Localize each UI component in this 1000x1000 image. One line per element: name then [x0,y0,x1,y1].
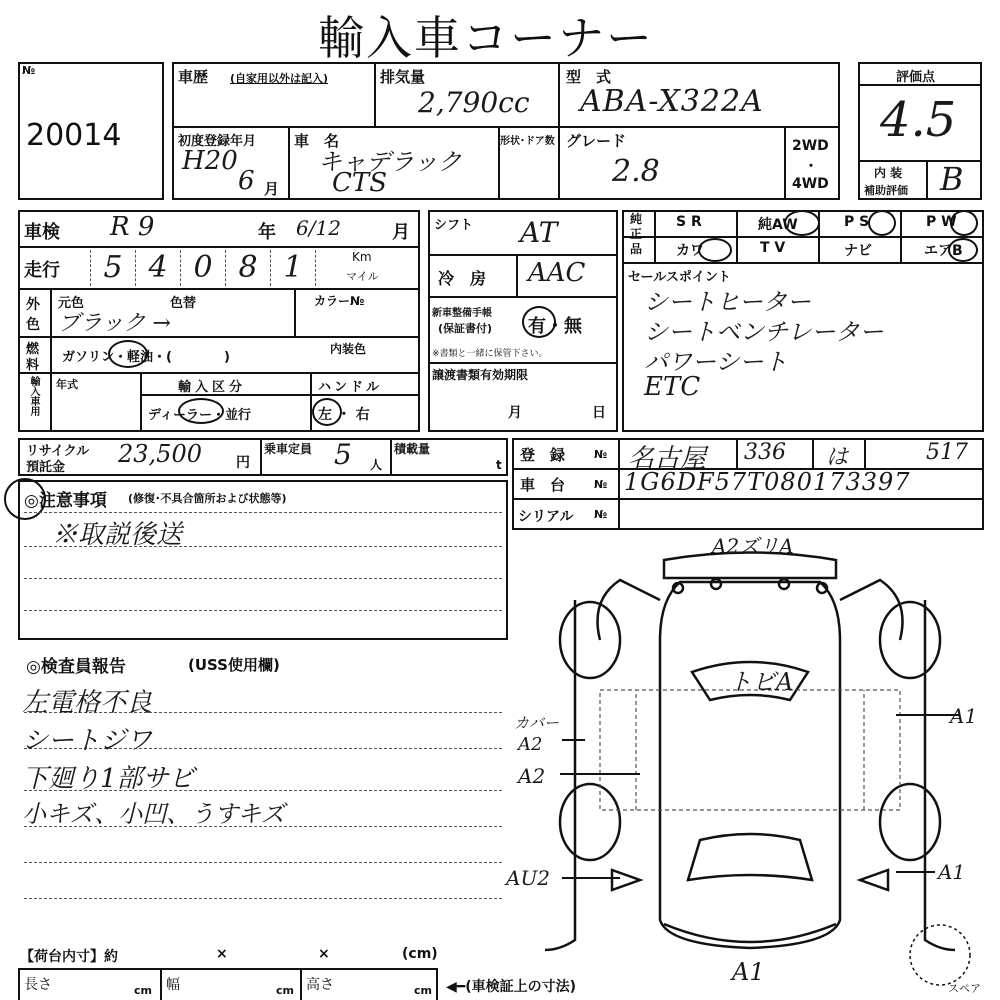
first-reg-year: H20 [182,146,238,176]
reg-label: 登 録 [520,446,566,464]
capacity-unit: 人 [370,458,383,472]
handle-options: 左 ・ 右 [318,407,370,423]
notes-line-1: ※取説後送 [52,520,183,550]
inspector-label: ◎検査員報告 [26,657,126,677]
sales-point-1: シートヒーター [644,288,812,316]
lot-label: № [22,64,36,77]
lot-number: 20014 [26,118,122,153]
interior-value: B [940,160,964,198]
interior-color-label: 内装色 [330,342,367,356]
cargo-label: 【荷台内寸】約 [20,949,118,965]
model-label: 型 式 [566,68,612,86]
chassis-label: 車 台 [520,476,566,494]
equip-ps: P S [844,214,870,230]
capacity-value: 5 [334,438,352,471]
sales-point-4: ETC [644,372,701,402]
cargo-box [18,968,438,1000]
first-reg-month-unit: 月 [264,180,280,198]
cargo-width-cm: cm [276,984,294,997]
maintenance-label1: 新車整備手帳 [432,308,492,319]
inspector-line-4: 小キズ、小凹、うすキズ [22,800,285,828]
sales-point-3: パワーシート [644,348,788,376]
cargo-length-label: 長さ [24,977,52,993]
maintenance-note: ※書類と一緒に保管下さい。 [432,349,548,359]
inspector-line-2: シートジワ [22,726,153,756]
grade-label: グレード [566,132,627,150]
load-label: 積載量 [394,442,431,456]
inspector-sublabel: (USS使用欄) [188,656,280,674]
orig-color-label: 元色 [58,296,85,311]
shaken-month-unit: 月 [392,222,410,243]
cargo-note: ◀━(車検証上の寸法) [446,979,576,995]
recycle-label2: 預託金 [26,460,66,475]
diagram-right-mark-1: A1 [950,704,978,728]
equip-pw: P W [926,214,957,230]
mileage-digit: 0 [180,250,225,286]
notes-sublabel: (修復･不具合箇所および状態等) [128,492,287,505]
fuel-label2: 料 [26,358,40,373]
reg-kana: は [826,445,849,470]
diagram-top-mark: A2ズリA [712,534,794,558]
capacity-label: 乗車定員 [264,442,313,456]
model-value: ABA-X322A [580,84,764,119]
mileage-digit: 8 [225,250,270,286]
mileage-digit: 5 [90,250,135,286]
diagram-bottom-mark: A1 [732,958,765,986]
score-label: 評価点 [896,70,936,85]
cargo-height-label: 高さ [306,977,334,993]
chassis-value: 1G6DF57T080173397 [624,468,911,496]
shaken-era: R 9 [110,212,155,242]
diagram-left-mark-2: A2 [518,734,543,755]
diagram-roof-mark: トビA [728,668,794,696]
color-label1: 外 [26,297,40,313]
interior-label1: 内 装 [874,166,903,180]
cargo-length-cm: cm [134,984,152,997]
equip-navi: ナビ [844,243,872,259]
reg-city: 名古屋 [628,444,707,474]
diagram-left-mark-4: AU2 [506,866,551,890]
displacement-value: 2,790cc [418,86,530,119]
history-label: 車歴 [178,68,209,86]
import-type-label: 輸入区分 [178,380,247,395]
transfer-label: 譲渡書類有効期限 [432,368,529,382]
ac-label: 冷 房 [438,269,487,288]
cargo-height-cm: cm [414,984,432,997]
drive-2wd: 2WD [792,138,829,154]
page-title: 輸入車コーナー [318,11,654,65]
fuel-options: ガソリン・軽油・( ) [62,350,230,365]
first-reg-label: 初度登録年月 [178,134,257,149]
mileage-unit-mile: マイル [346,270,379,283]
mileage-digit: 1 [270,250,316,286]
shift-value: AT [520,216,558,249]
diagram-left-mark-3: A2 [518,764,546,788]
recycle-value: 23,500 [118,440,202,468]
car-name-label: 車 名 [294,132,340,150]
first-reg-month: 6 [238,166,255,196]
shape-label: 形状･ドア数 [500,136,555,147]
car-name-line1: キャデラック [318,148,462,176]
load-unit: t [496,458,502,472]
spare-label: スペア [948,982,981,995]
reg-no-label: № [594,448,608,461]
shaken-year-unit: 年 [258,222,276,243]
repaint-label: 色替 [170,296,197,311]
drive-dot: ・ [804,159,818,175]
ac-value: AAC [528,258,586,288]
drive-4wd: 4WD [792,176,829,192]
fuel-label1: 燃 [26,342,40,357]
cargo-width-label: 幅 [166,977,180,993]
mileage-digit: 4 [135,250,180,286]
shaken-label: 車検 [24,222,60,243]
score-value: 4.5 [880,92,957,148]
import-label: 輸入車用 [28,376,39,416]
car-name-line2: CTS [332,168,388,198]
cargo-x1: × [216,946,228,962]
displacement-label: 排気量 [380,68,426,86]
maintenance-label2: (保証書付) [438,322,493,335]
inspector-line-1: 左電格不良 [22,688,153,718]
diagram-left-mark-1: カバー [514,714,560,732]
genuine-label: 純正品 [630,212,643,256]
serial-label: シリアル [518,509,574,525]
transfer-day: 日 [592,405,606,421]
diagram-right-mark-2: A1 [938,860,966,884]
notes-label: ◎注意事項 [24,491,107,511]
sales-points-label: セールスポイント [628,270,731,285]
color-value: ブラック → [58,311,171,336]
reg-class: 336 [744,440,786,465]
color-label2: 色 [26,317,40,333]
reg-number: 517 [926,440,968,465]
equip-airbag: エアB [924,243,963,259]
shaken-md: 6/12 [296,216,341,240]
equip-tv: T V [760,240,786,256]
mileage-label: 走行 [24,260,60,281]
inspector-line-3: 下廻り1部サビ [22,764,195,794]
cargo-unit: (cm) [402,946,438,962]
history-note: (自家用以外は記入) [230,72,329,85]
maintenance-options: 有・無 [528,316,582,337]
color-no-label: カラー№ [314,294,365,308]
recycle-unit: 円 [236,455,250,471]
recycle-label1: リサイクル [26,444,90,459]
cargo-x2: × [318,946,330,962]
equip-aw: 純AW [758,217,798,233]
interior-label2: 補助評価 [864,184,908,197]
handle-label: ハンドル [318,380,383,395]
mileage-unit-km: Km [352,250,372,264]
equip-leather: カワ [676,243,704,259]
grade-value: 2.8 [612,154,660,189]
sales-point-2: シートベンチレーター [644,318,884,346]
equip-sr: S R [676,214,702,230]
chassis-no-label: № [594,478,608,491]
shift-label: シフト [434,218,474,233]
model-year-label: 年式 [56,378,78,391]
import-type-options: ディーラー・並行 [148,408,251,423]
transfer-month: 月 [508,405,522,421]
serial-no-label: № [594,508,608,521]
